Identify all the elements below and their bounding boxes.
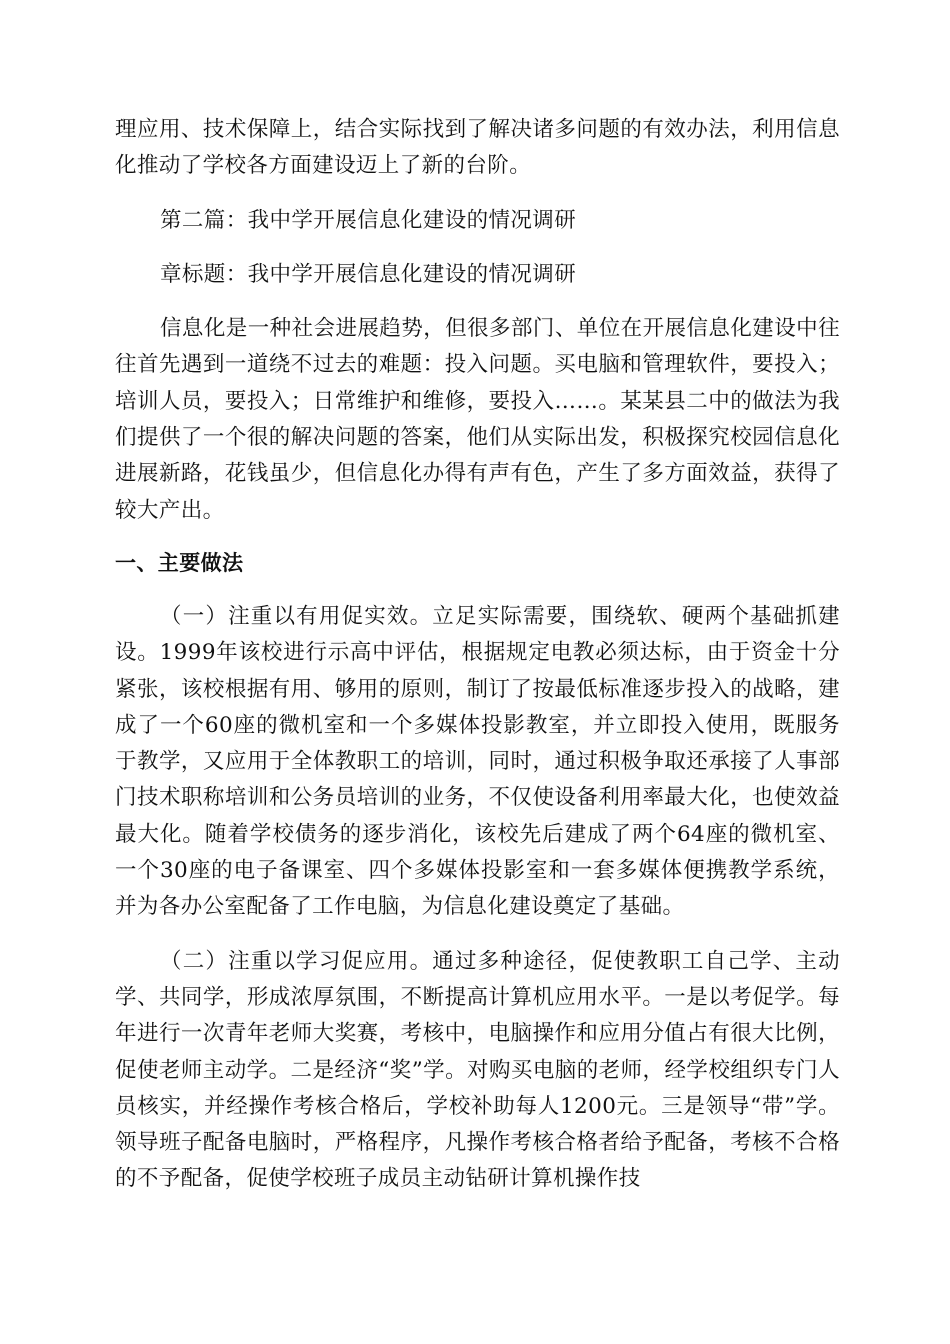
section-title: 章标题：我中学开展信息化建设的情况调研 [160, 261, 577, 287]
document-page [115, 112, 840, 1198]
heading-main-practices: 一、主要做法 [115, 550, 244, 575]
chapter-title: 第二篇：我中学开展信息化建设的情况调研 [160, 207, 577, 233]
paragraph-practice-2: （二）注重以学习促应用。通过多种途径，促使教职工自己学、主动学、共同学，形成浓厚氛围，不断提高计算机应用水平。一是以考促学。每年进行一次青年老师大奖赛，考核中，电脑操作和应用分值占有很大比例，促使老师主动学。二是经济“奖”学。对购买电脑的老师，经学校组织专门人员核实，并经操作考核合格后，学校补助每人1200元。三是领导“带”学。领导班子配备电脑时，严格程序，凡操作考核合格者给予配备，考核不合格的不予配备，促使学校班子成员主动钻研计算机操作技 [115, 948, 840, 1192]
intro-paragraph: 信息化是一种社会进展趋势，但很多部门、单位在开展信息化建设中往往首先遇到一道绕不过去的难题：投入问题。买电脑和管理软件，要投入；培训人员，要投入；日常维护和维修，要投入……。某某县二中的做法为我们提供了一个很的解决问题的答案，他们从实际出发，积极探究校园信息化进展新路，花钱虽少，但信息化办得有声有色，产生了多方面效益，获得了较大产出。 [115, 316, 840, 523]
paragraph-continuation: 理应用、技术保障上，结合实际找到了解决诸多问题的有效办法，利用信息化推动了学校各方面建设迈上了新的台阶。 [115, 117, 840, 179]
paragraph-practice-1: （一）注重以有用促实效。立足实际需要，围绕软、硬两个基础抓建设。1999年该校进行示高中评估，根据规定电教必须达标，由于资金十分紧张，该校根据有用、够用的原则，制订了按最低标准逐步投入的战略，建成了一个60座的微机室和一个多媒体投影教室，并立即投入使用，既服务于教学，又应用于全体教职工的培训，同时，通过积极争取还承接了人事部门技术职称培训和公务员培训的业务，不仅使设备利用率最大化，也使效益最大化。随着学校债务的逐步消化，该校先后建成了两个64座的微机室、一个30座的电子备课室、四个多媒体投影室和一套多媒体便携教学系统，并为各办公室配备了工作电脑，为信息化建设奠定了基础。 [115, 603, 840, 920]
